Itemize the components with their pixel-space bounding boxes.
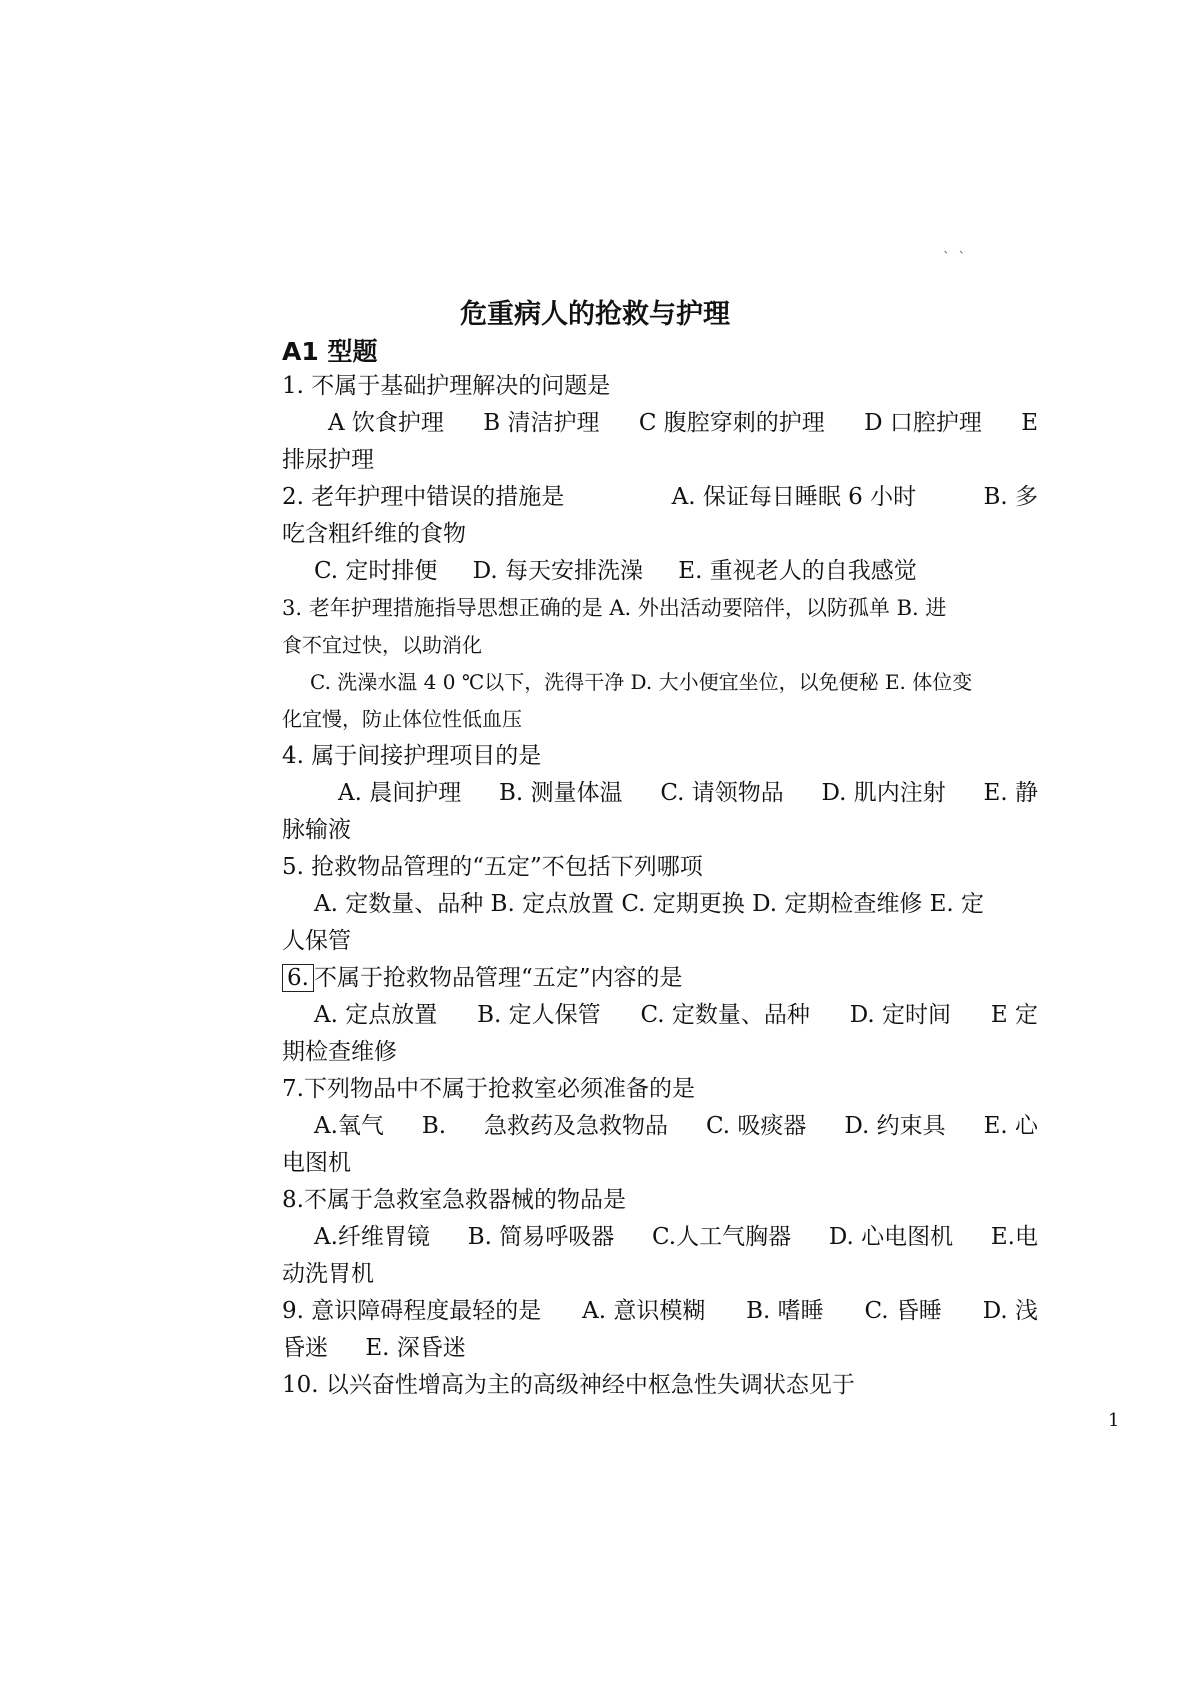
question-6-number: 6. — [282, 964, 314, 992]
question-7-stem: 7.下列物品中不属于抢救室必须准备的是 — [282, 1076, 695, 1102]
question-4-wrap: 脉输液 — [282, 817, 351, 843]
option: A 饮食护理 — [328, 410, 444, 436]
section-heading: A1 型题 — [282, 337, 378, 366]
option: A. 保证每日睡眠 6 小时 — [671, 484, 917, 510]
option: 急救药及急救物品 — [484, 1113, 669, 1139]
option: B. — [421, 1113, 447, 1139]
option: E. 重视老人的自我感觉 — [678, 558, 917, 584]
question-1-stem: 1. 不属于基础护理解决的问题是 — [282, 373, 611, 399]
option: B. 测量体温 — [499, 780, 623, 806]
question-8-options — [282, 1219, 1038, 1256]
option: B. 嗜睡 — [746, 1298, 824, 1324]
option: C. 吸痰器 — [706, 1113, 807, 1139]
question-6-options — [282, 997, 1038, 1034]
option: A.纤维胃镜 — [314, 1224, 430, 1250]
question-1-wrap: 排尿护理 — [282, 447, 374, 473]
question-6-wrap: 期检查维修 — [282, 1039, 397, 1065]
question-7-options — [282, 1108, 1038, 1145]
question-6-stem — [282, 960, 1038, 997]
question-5-options: A. 定数量、品种 B. 定点放置 C. 定期更换 D. 定期检查维修 E. 定 — [314, 891, 985, 917]
question-7-wrap: 电图机 — [282, 1150, 351, 1176]
option: D 口腔护理 — [864, 410, 982, 436]
question-9-wrap — [282, 1330, 1038, 1367]
question-3-options: C. 洗澡水温 4 0 ℃以下，洗得干净 D. 大小便宜坐位，以免便秘 E. 体位变 — [310, 670, 973, 694]
option: E. 静 — [983, 780, 1038, 806]
option: E — [1021, 410, 1038, 436]
option: E 定 — [990, 1002, 1038, 1028]
option: A. 晨间护理 — [338, 780, 462, 806]
question-1-options — [282, 405, 1038, 442]
option: C 腹腔穿刺的护理 — [638, 410, 825, 436]
option: C. 定数量、品种 — [640, 1002, 810, 1028]
question-9-stem — [282, 1293, 1038, 1330]
question-6-text: 不属于抢救物品管理“五定”内容的是 — [313, 965, 683, 991]
corner-mark: ` ` — [943, 250, 968, 266]
page-title: 危重病人的抢救与护理 — [460, 299, 730, 330]
option: A. 定点放置 — [314, 1002, 438, 1028]
question-9-text: 9. 意识障碍程度最轻的是 — [282, 1298, 542, 1324]
option: D. 心电图机 — [828, 1224, 954, 1250]
question-8-stem: 8.不属于急救室急救器械的物品是 — [282, 1187, 626, 1213]
option: C. 请领物品 — [660, 780, 784, 806]
question-2-text: 2. 老年护理中错误的措施是 — [282, 484, 565, 510]
question-5-stem: 5. 抢救物品管理的“五定”不包括下列哪项 — [282, 854, 703, 880]
question-list — [282, 368, 1038, 1404]
option: E. 心 — [983, 1113, 1038, 1139]
question-4-stem: 4. 属于间接护理项目的是 — [282, 743, 542, 769]
option: D. 肌内注射 — [821, 780, 946, 806]
question-3-stem: 3. 老年护理措施指导思想正确的是 A. 外出活动要陪伴，以防孤单 B. 进 — [282, 596, 947, 620]
option: C. 昏睡 — [864, 1298, 942, 1324]
option: B. 定人保管 — [477, 1002, 601, 1028]
question-4-options — [282, 775, 1038, 812]
option-continuation: 昏迷 — [282, 1335, 328, 1361]
option: C.人工气胸器 — [651, 1224, 792, 1250]
option: D. 每天安排洗澡 — [472, 558, 643, 584]
question-5-wrap: 人保管 — [282, 928, 351, 954]
option: D. 约束具 — [844, 1113, 946, 1139]
option: A.氧气 — [314, 1113, 384, 1139]
option: D. 浅 — [982, 1298, 1038, 1324]
question-8-wrap: 动洗胃机 — [282, 1261, 374, 1287]
question-2-stem — [282, 479, 1038, 516]
question-3-wrap: 食不宜过快，以助消化 — [282, 633, 482, 657]
question-3-wrap-2: 化宜慢，防止体位性低血压 — [282, 707, 522, 731]
page-number: 1 — [1108, 1410, 1120, 1431]
option: B 清洁护理 — [483, 410, 600, 436]
option: B. 简易呼吸器 — [467, 1224, 615, 1250]
question-10-stem: 10. 以兴奋性增高为主的高级神经中枢急性失调状态见于 — [282, 1372, 855, 1398]
option: A. 意识模糊 — [582, 1298, 706, 1324]
option: C. 定时排便 — [314, 558, 438, 584]
question-2-wrap: 吃含粗纤维的食物 — [282, 521, 466, 547]
option: D. 定时间 — [849, 1002, 951, 1028]
option: E. 深昏迷 — [365, 1335, 466, 1361]
option: B. 多 — [983, 484, 1038, 510]
question-2-options — [282, 553, 1038, 590]
option: E.电 — [990, 1224, 1038, 1250]
